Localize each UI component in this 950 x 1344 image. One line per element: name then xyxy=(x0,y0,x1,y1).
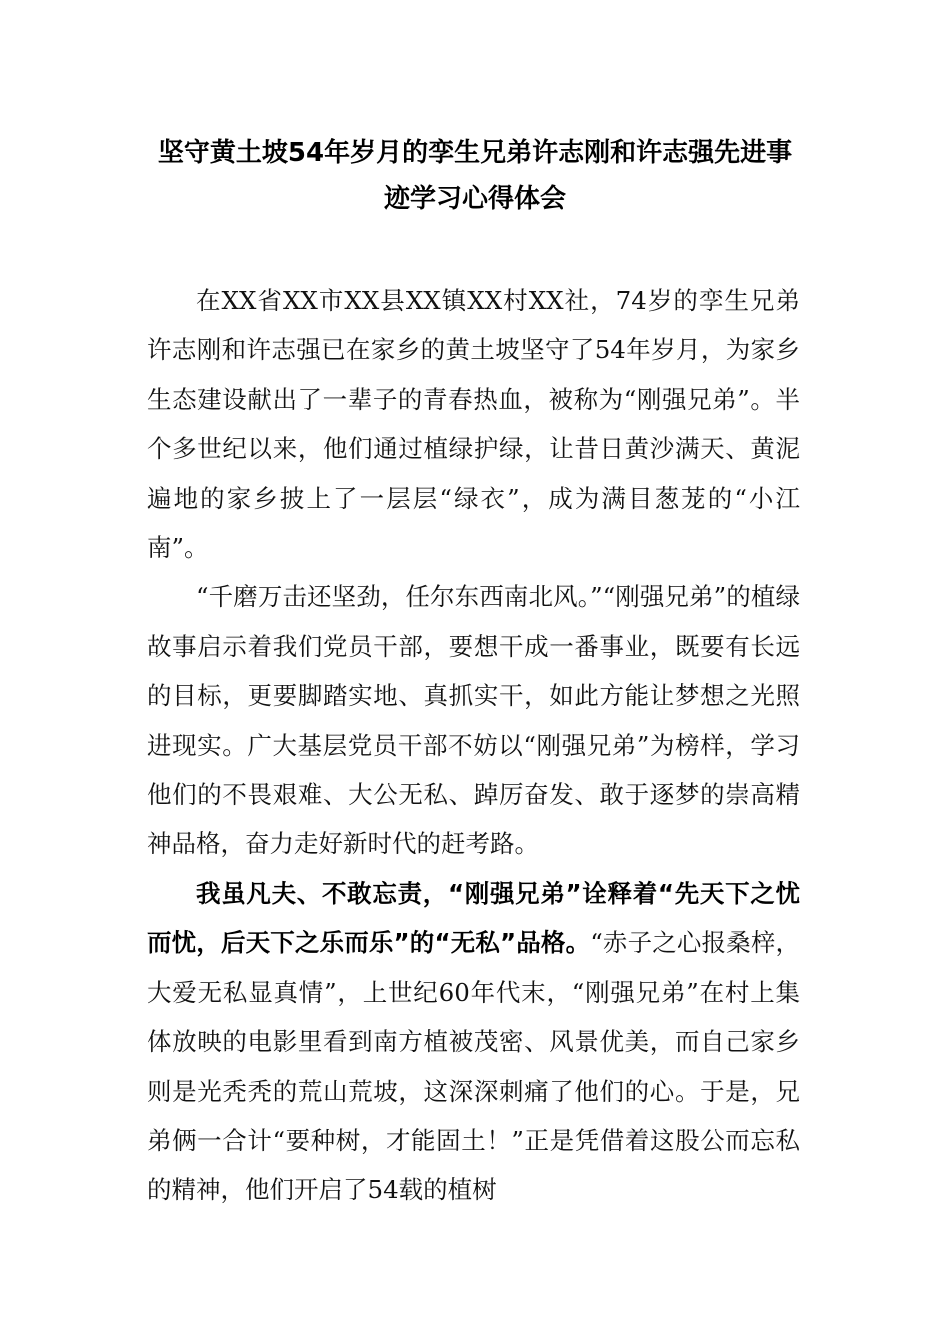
document-body xyxy=(147,276,800,1215)
paragraph-1-text: 在XX省XX市XX县XX镇XX村XX社，74岁的孪生兄弟许志刚和许志强已在家乡的黄土坡坚守了54年岁月，为家乡生态建设献出了一辈子的青春热血，被称为“刚强兄弟”。半个多世纪以来，他们通过植绿护绿，让昔日黄沙满天、黄泥遍地的家乡披上了一层层“绿衣”，成为满目葱茏的“小江南”。 xyxy=(147,286,800,563)
document-title: 坚守黄土坡54年岁月的孪生兄弟许志刚和许志强先进事迹学习心得体会 xyxy=(157,138,793,214)
paragraph-3 xyxy=(147,869,800,1215)
paragraph-1 xyxy=(147,276,800,572)
paragraph-2 xyxy=(147,572,800,868)
paragraph-3-text: “赤子之心报桑梓，大爱无私显真情”，上世纪60年代末，“刚强兄弟”在村上集体放映的电影里看到南方植被茂密、风景优美，而自己家乡则是光秃秃的荒山荒坡，这深深刺痛了他们的心。于是，兄弟俩一合计“要种树，才能固土！”正是凭借着这股公而忘私的精神，他们开启了54载的植树 xyxy=(147,928,800,1205)
paragraph-2-text: “千磨万击还坚劲，任尔东西南北风。”“刚强兄弟”的植绿故事启示着我们党员干部，要想干成一番事业，既要有长远的目标，更要脚踏实地、真抓实干，如此方能让梦想之光照进现实。广大基层党员干部不妨以“刚强兄弟”为榜样，学习他们的不畏艰难、大公无私、踔厉奋发、敢于逐梦的崇高精神品格，奋力走好新时代的赶考路。 xyxy=(147,582,800,859)
paragraph-3-lead: 我虽凡夫、不敢忘责，“刚强兄弟”诠释着“先天下之忧而忧，后天下之乐而乐”的“无私”品格。 xyxy=(147,878,800,958)
